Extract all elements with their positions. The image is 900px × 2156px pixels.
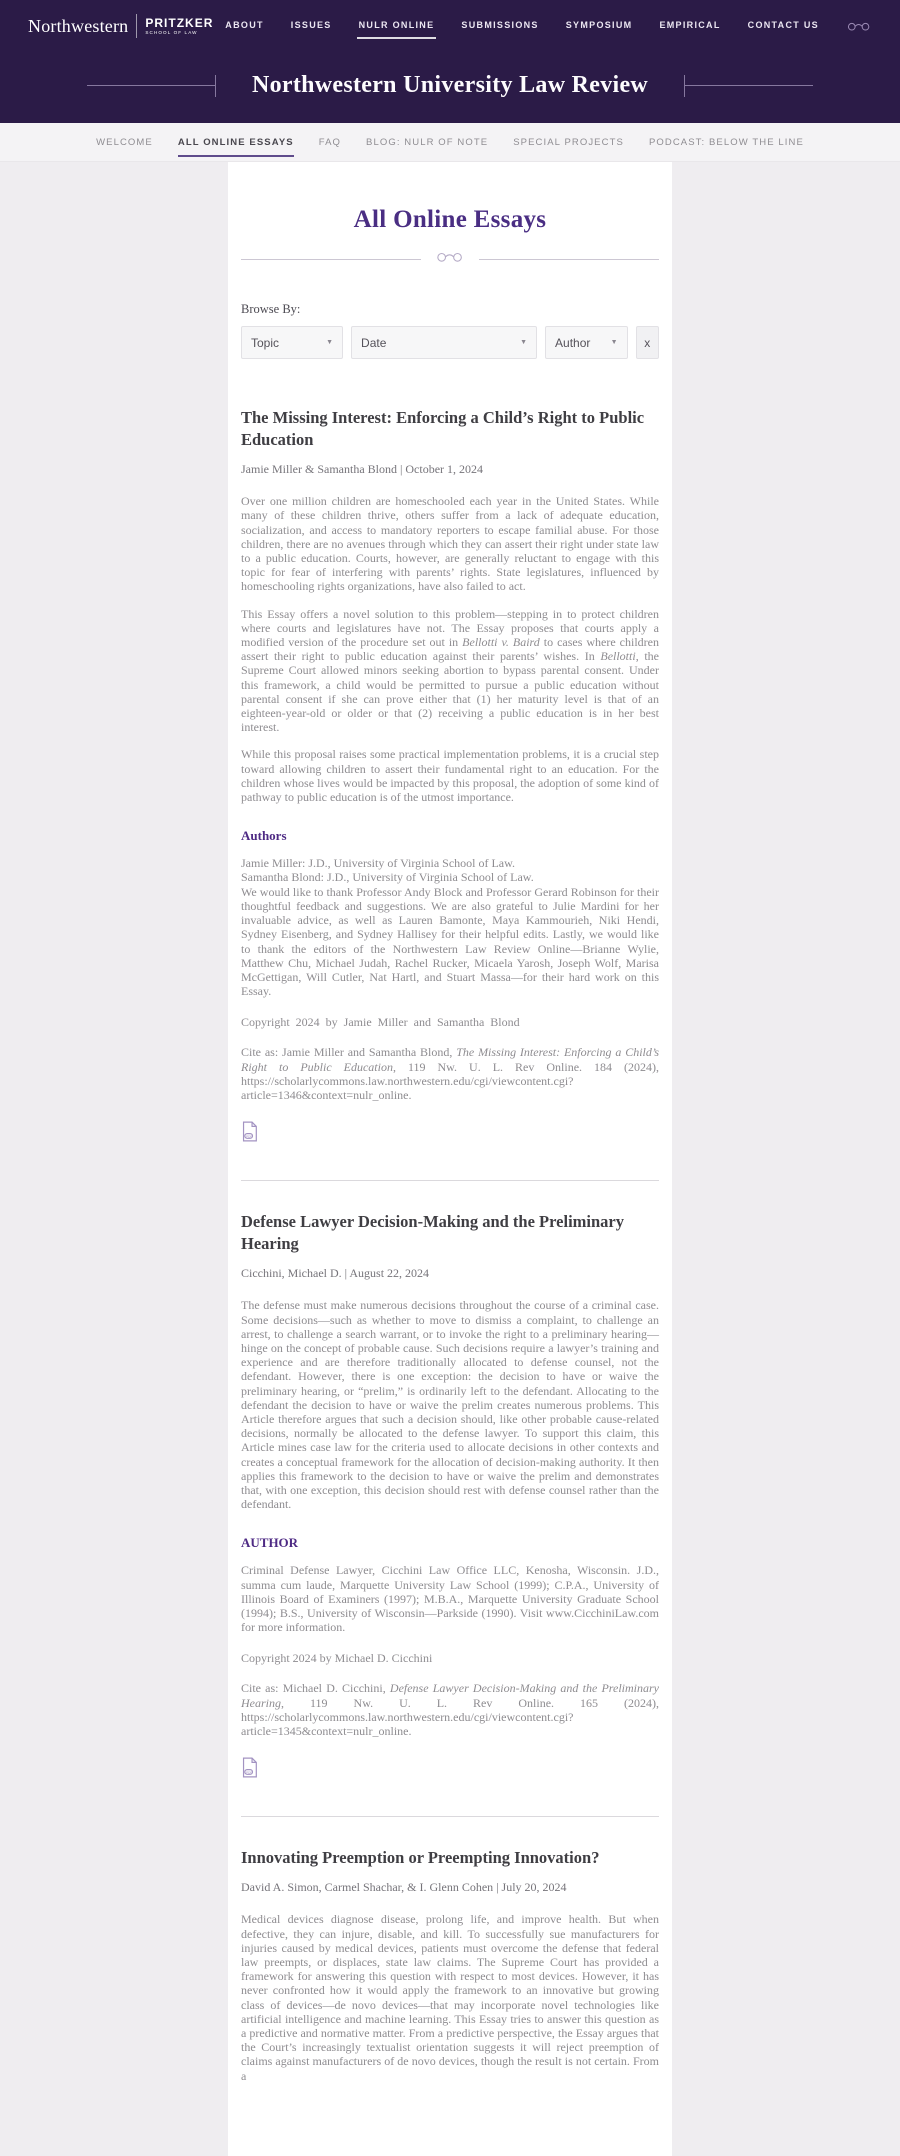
- site-header: [0, 0, 900, 123]
- masthead-ornament-right: [685, 85, 813, 86]
- filter-row: [241, 326, 659, 359]
- subnav-item-podcast[interactable]: PODCAST: BELOW THE LINE: [648, 136, 804, 148]
- subnav-item-blog[interactable]: BLOG: NULR OF NOTE: [366, 136, 489, 148]
- page-title: All Online Essays: [353, 206, 547, 233]
- abstract-paragraph: The defense must make numerous decisions throughout the course of a criminal case. Some decisions—such as whether to move to dismiss a complaint, to challenge an arrest, to challenge a search warrant, or to invoke the right to a preliminary hearing—hinge on the concept of probable cause. Such decisions require a lawyer’s training and experience and are therefore traditionally allocated to defense counsel, not the defendant. However, there is one exception: the decision to have or waive the preliminary hearing, or “prelim,” is ordinarily left to the defendant. Allocating to the defendant the decision to have or waive the prelim creates numerous problems. This Article therefore argues that such a decision should, like other probable cause-related decisions, normally be allocated to the defense lawyer. To support this claim, this Article mines case law for the criteria used to allocate decisions in other contexts and creates a conceptual framework for the allocation of decision-making authority. It then applies this framework to the decision to have or waive the prelim and demonstrates that, with one exception, this decision should rest with defense counsel rather than the defendant.: [241, 1298, 659, 1512]
- svg-text:PDF: PDF: [246, 1770, 253, 1775]
- date-filter-select[interactable]: Date ▼: [351, 326, 537, 359]
- subnav-item-welcome[interactable]: WELCOME: [96, 136, 153, 148]
- author-acknowledgments: We would like to thank Professor Andy Block and Professor Gerard Robinson for their thoughtful feedback and suggestions. We are also grateful to Julie Mardini for her invaluable advice, as well as Lauren Bamonte, Maya Kammourieh, Niki Hendi, Sydney Eisenberg, and Sydney Hallisey for their helpful edits. Lastly, we would like to thank the editors of the Northwestern Law Review Online—Brianne Wylie, Matthew Chu, Michael Judah, Rachel Rucker, Micaela Yarosh, Joseph Wolf, Marisa McGettigan, Will Cutler, Nat Hartl, and Stuart Massa—for their hard work on this Essay.: [241, 884, 659, 999]
- nav-item-submissions[interactable]: SUBMISSIONS: [461, 19, 539, 30]
- essay-article: [241, 1847, 659, 2083]
- nav-item-empirical[interactable]: EMPIRICAL: [659, 19, 721, 30]
- pdf-file-icon[interactable]: [241, 1121, 258, 1147]
- author-bio: Criminal Defense Lawyer, Cicchini Law Office LLC, Kenosha, Wisconsin. J.D., summa cum laude, Marquette University Law School (1999); C.P.A., University of Illinois Board of Examiners (1997); M.B.A., Marquette University Graduate School (1994); B.S., University of Wisconsin—Parkside (1990). Visit www.CicchiniLaw.com for more information.: [241, 1563, 659, 1635]
- article-divider: [241, 1816, 659, 1817]
- article-title[interactable]: Defense Lawyer Decision-Making and the Preliminary Hearing: [241, 1212, 624, 1254]
- essay-article: [241, 407, 659, 1147]
- northwestern-pritzker-logo[interactable]: [28, 14, 213, 38]
- pdf-file-icon[interactable]: [241, 1757, 258, 1783]
- authors-heading: Authors: [241, 828, 287, 844]
- main-nav: [225, 16, 872, 37]
- article-byline: Cicchini, Michael D. | August 22, 2024: [241, 1266, 430, 1281]
- abstract-paragraph: While this proposal raises some practical implementation problems, it is a crucial step toward allowing children to assert their fundamental right to an education. For the children whose lives would be impacted by this proposal, the adoption of some kind of pathway to public education is of the utmost importance.: [241, 747, 659, 805]
- subnav-item-special-projects[interactable]: SPECIAL PROJECTS: [513, 136, 624, 148]
- masthead: [28, 72, 872, 99]
- nav-item-issues[interactable]: ISSUES: [290, 19, 332, 30]
- nav-item-contact-us[interactable]: CONTACT US: [747, 19, 819, 30]
- glasses-icon[interactable]: [846, 20, 872, 32]
- browse-by-label: Browse By:: [241, 302, 301, 316]
- chevron-down-icon: ▼: [610, 339, 618, 346]
- topic-filter-select[interactable]: Topic ▼: [241, 326, 343, 359]
- author-filter-select[interactable]: Author ▼: [545, 326, 628, 359]
- site-title: Northwestern University Law Review: [251, 72, 649, 98]
- glasses-icon: [435, 250, 465, 268]
- header-top-row: [28, 14, 872, 38]
- abstract-paragraph: Over one million children are homeschooled each year in the United States. While many of these children thrive, others suffer from a lack of adequate education, socialization, and access to mandatory reporters to escape familial abuse. For those children, there are no avenues through which they can assert their right under state law to a public education. Courts, however, are generally reluctant to engage with this topic for fear of interfering with parents’ rights. State legislatures, influenced by homeschooling rights organizations, have also failed to act.: [241, 494, 659, 594]
- citation: Cite as: Michael D. Cicchini, Defense Lawyer Decision-Making and the Preliminary Hearing, 119 Nw. U. L. Rev Online. 165 (2024), https://scholarlycommons.law.northwestern.edu/cgi/viewcontent.cgi?article=1345&context=nulr_online.: [241, 1681, 659, 1739]
- author-credential: Samantha Blond: J.D., University of Virginia School of Law.: [241, 870, 534, 885]
- masthead-ornament-left: [87, 85, 215, 86]
- subnav-item-faq[interactable]: FAQ: [318, 136, 342, 148]
- essay-article: [241, 1211, 659, 1783]
- clear-filters-button[interactable]: x: [636, 326, 659, 359]
- chevron-down-icon: ▼: [326, 339, 334, 346]
- section-subnav: [0, 123, 900, 162]
- citation: Cite as: Jamie Miller and Samantha Blond, The Missing Interest: Enforcing a Child’s Right to Public Education, 119 Nw. U. L. Rev Online. 184 (2024), https://scholarlycommons.law.northwestern.edu/cgi/viewcontent.cgi?article=1346&context=nulr_online.: [241, 1045, 659, 1102]
- logo-divider: [136, 14, 137, 38]
- article-title[interactable]: The Missing Interest: Enforcing a Child’s Right to Public Education: [241, 408, 645, 450]
- author-credential: Jamie Miller: J.D., University of Virginia School of Law.: [241, 856, 516, 871]
- nav-item-nulr-online[interactable]: NULR ONLINE: [359, 16, 435, 37]
- copyright-line: Copyright 2024 by Michael D. Cicchini: [241, 1651, 433, 1666]
- nav-item-about[interactable]: ABOUT: [225, 19, 264, 30]
- logo-school-sub: SCHOOL OF LAW: [145, 29, 198, 35]
- abstract-paragraph: This Essay offers a novel solution to this problem—stepping in to protect children where courts and legislatures have not. The Essay proposes that courts apply a modified version of the procedure set out in Bellotti v. Baird to cases where children assert their right to public education against their parents’ wishes. In Bellotti, the Supreme Court allowed minors seeking abortion to bypass parental consent. Under this framework, a child would be permitted to pursue a public education without parental consent if she can prove either that (1) her maturity level is that of an eighteen-year-old or older or that (2) receiving a public education is in her best interest.: [241, 606, 659, 735]
- article-byline: David A. Simon, Carmel Shachar, & I. Glenn Cohen | July 20, 2024: [241, 1880, 567, 1895]
- article-title[interactable]: Innovating Preemption or Preempting Innovation?: [241, 1848, 600, 1868]
- author-heading: AUTHOR: [241, 1535, 299, 1551]
- title-divider: [241, 250, 659, 268]
- chevron-down-icon: ▼: [520, 339, 528, 346]
- subnav-item-all-online-essays[interactable]: ALL ONLINE ESSAYS: [178, 131, 294, 154]
- copyright-line: Copyright 2024 by Jamie Miller and Samantha Blond: [241, 1015, 520, 1030]
- nav-item-symposium[interactable]: SYMPOSIUM: [565, 19, 633, 30]
- article-divider: [241, 1180, 659, 1181]
- svg-text:PDF: PDF: [246, 1134, 253, 1139]
- abstract-paragraph: Medical devices diagnose disease, prolong life, and improve health. But when defective, they can injure, disable, and kill. To successfully sue manufacturers for injuries caused by medical devices, patients must overcome the defense that federal law preempts, or displaces, state law claims. The Supreme Court has provided a framework for answering this question with respect to most devices. However, it has never confronted how it would apply the framework to an innovative but growing class of devices—de novo devices—that may incorporate novel technologies like artificial intelligence and machine learning. This Essay tries to answer this question as a predictive and normative matter. From a predictive perspective, the Essay argues that the Court’s increasingly textualist orientation suggests it will reject preemption of claims against manufacturers of de novo devices, though the result is not certain. From a: [241, 1912, 659, 2083]
- content-container: [228, 162, 672, 2156]
- logo-wordmark: Northwestern: [28, 15, 129, 36]
- article-byline: Jamie Miller & Samantha Blond | October 1, 2024: [241, 462, 484, 477]
- logo-school: PRITZKER: [145, 15, 214, 30]
